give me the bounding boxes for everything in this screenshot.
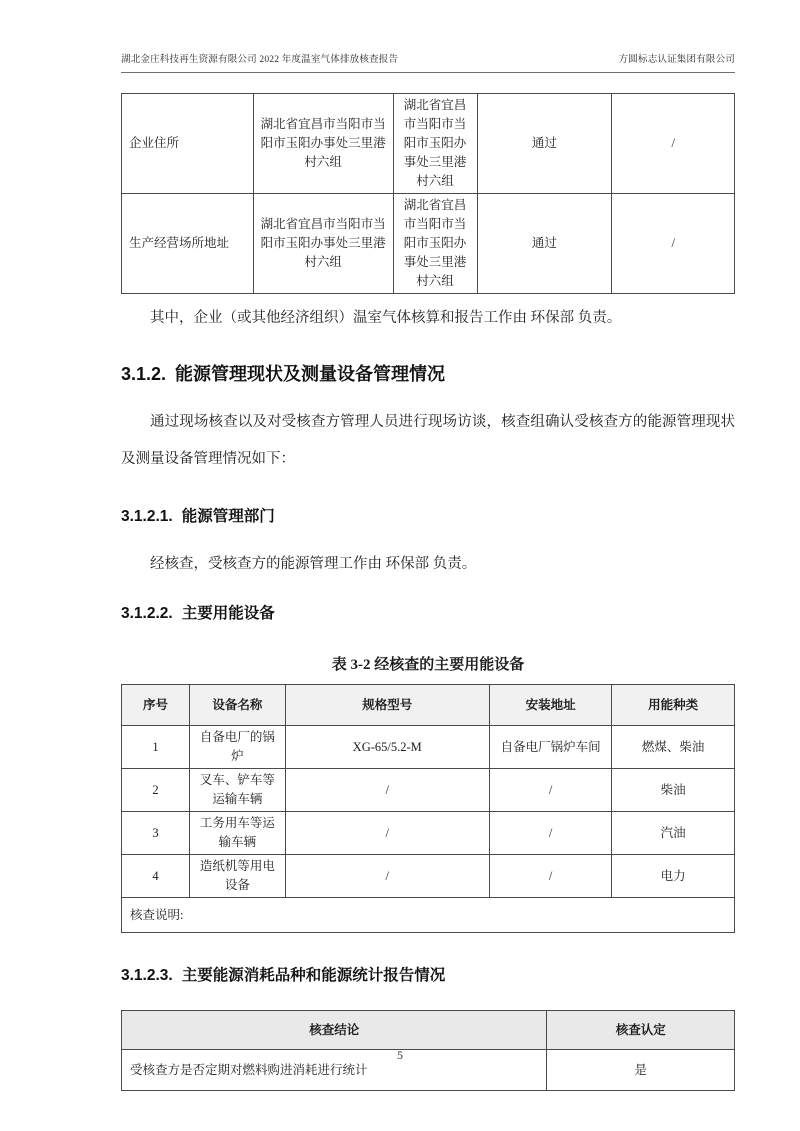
- seq-cell: 4: [122, 855, 190, 898]
- row-label-cell: 生产经营场所地址: [122, 194, 254, 294]
- table-row: [122, 812, 735, 855]
- section-number: 3.1.2.: [121, 364, 167, 384]
- equipment-table: [121, 684, 735, 933]
- energy-type-cell: 电力: [612, 855, 735, 898]
- running-header-left: 湖北金庄科技再生资源有限公司 2022 年度温室气体排放核查报告: [121, 55, 399, 65]
- section-number: 3.1.2.3.: [121, 967, 173, 984]
- row-label-cell: 企业住所: [122, 94, 254, 194]
- section-number: 3.1.2.2.: [121, 605, 173, 622]
- energy-type-cell: 柴油: [612, 769, 735, 812]
- model-cell: XG-65/5.2-M: [285, 726, 489, 769]
- location-cell: /: [489, 769, 612, 812]
- column-header: 用能种类: [612, 685, 735, 726]
- table-note-row: [122, 898, 735, 933]
- table-row: [122, 94, 735, 194]
- verification-note-cell: 核查说明:: [122, 898, 735, 933]
- column-header: 序号: [122, 685, 190, 726]
- reported-address-cell: 湖北省宜昌市当阳市当阳市玉阳办事处三里港村六组: [253, 194, 393, 294]
- remark-cell: /: [612, 194, 735, 294]
- column-header: 核查结论: [122, 1011, 547, 1050]
- running-header: [121, 51, 735, 73]
- device-name-cell: 叉车、铲车等运输车辆: [190, 769, 286, 812]
- table-row: [122, 855, 735, 898]
- location-cell: /: [489, 855, 612, 898]
- paragraph-energy-dept: 经核查，受核查方的能源管理工作由 环保部 负责。: [150, 556, 477, 572]
- paragraph-responsibility: 其中，企业（或其他经济组织）温室气体核算和报告工作由 环保部 负责。: [150, 310, 622, 326]
- section-heading-3122: [121, 601, 735, 623]
- remark-cell: /: [612, 94, 735, 194]
- column-header: 安装地址: [489, 685, 612, 726]
- device-name-cell: 工务用车等运输车辆: [190, 812, 286, 855]
- seq-cell: 1: [122, 726, 190, 769]
- section-heading-3123: [121, 963, 735, 985]
- seq-cell: 3: [122, 812, 190, 855]
- energy-type-cell: 燃煤、柴油: [612, 726, 735, 769]
- model-cell: /: [285, 812, 489, 855]
- section-title: 主要能源消耗品种和能源统计报告情况: [181, 967, 446, 984]
- page-number: 5: [397, 1048, 403, 1062]
- section-title: 能源管理现状及测量设备管理情况: [175, 364, 446, 384]
- conclusion-cell: 通过: [477, 194, 612, 294]
- energy-type-cell: 汽油: [612, 812, 735, 855]
- device-name-cell: 自备电厂的锅炉: [190, 726, 286, 769]
- basic-info-table: [121, 93, 735, 294]
- column-header: 核查认定: [547, 1011, 735, 1050]
- running-header-right: 方圆标志认证集团有限公司: [618, 55, 735, 65]
- model-cell: /: [285, 855, 489, 898]
- table-header-row: [122, 1011, 735, 1050]
- model-cell: /: [285, 769, 489, 812]
- verified-address-cell: 湖北省宜昌市当阳市当阳市玉阳办事处三里港村六组: [393, 194, 477, 294]
- section-title: 主要用能设备: [181, 605, 275, 622]
- table-row: [122, 194, 735, 294]
- table-header-row: [122, 685, 735, 726]
- section-heading-3121: [121, 504, 735, 526]
- column-header: 设备名称: [190, 685, 286, 726]
- location-cell: 自备电厂锅炉车间: [489, 726, 612, 769]
- paragraph-site-visit: 通过现场核查以及对受核查方管理人员进行现场访谈，核查组确认受核查方的能源管理现状及测量设备管理情况如下：: [121, 414, 735, 467]
- conclusion-cell: 通过: [477, 94, 612, 194]
- section-number: 3.1.2.1.: [121, 508, 173, 525]
- verified-address-cell: 湖北省宜昌市当阳市当阳市玉阳办事处三里港村六组: [393, 94, 477, 194]
- section-heading-312: [121, 360, 735, 386]
- equipment-table-caption: 表 3-2 经核查的主要用能设备: [331, 657, 525, 673]
- table-row: [122, 726, 735, 769]
- conclusion-cell: 受核查方是否定期对燃料购进消耗进行统计: [122, 1050, 547, 1091]
- seq-cell: 2: [122, 769, 190, 812]
- page-content: [121, 93, 735, 1091]
- device-name-cell: 造纸机等用电设备: [190, 855, 286, 898]
- location-cell: /: [489, 812, 612, 855]
- table-row: [122, 769, 735, 812]
- reported-address-cell: 湖北省宜昌市当阳市当阳市玉阳办事处三里港村六组: [253, 94, 393, 194]
- finding-cell: 是: [547, 1050, 735, 1091]
- section-title: 能源管理部门: [181, 508, 275, 525]
- column-header: 规格型号: [285, 685, 489, 726]
